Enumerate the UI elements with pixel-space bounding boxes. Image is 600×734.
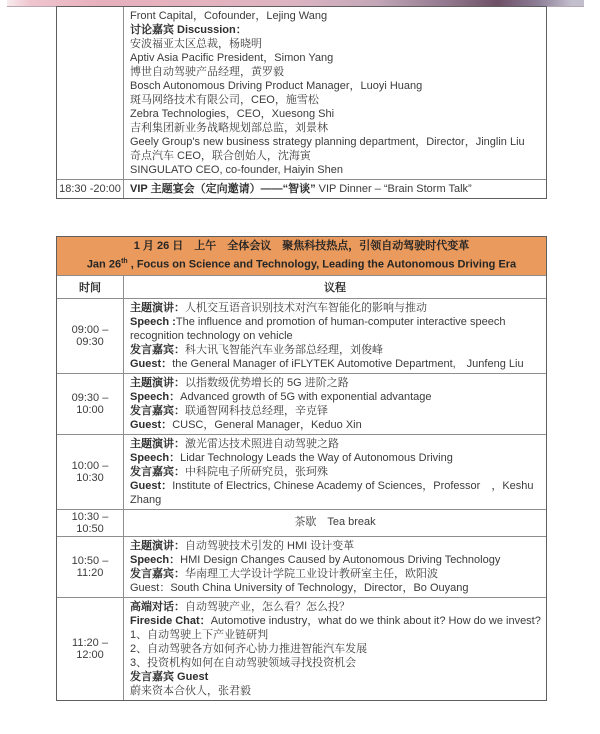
agenda-line: 发言嘉宾：联通智网科技总经理，辛克铎 [130, 404, 328, 417]
session-header [57, 237, 546, 275]
tea-break-row [57, 509, 546, 536]
agenda-cell [124, 299, 546, 373]
time-cell: 09:30 – 10:00 [57, 374, 124, 434]
agenda-cell [124, 435, 546, 509]
agenda-row-1000 [57, 434, 546, 509]
time-cell: 10:50 – 11:20 [57, 537, 124, 597]
agenda-line: 蔚来资本合伙人，张君毅 [130, 684, 251, 697]
discussion-panel-row [57, 7, 546, 179]
agenda-cell [124, 537, 546, 597]
agenda-cell [124, 180, 546, 198]
agenda-line: 1、自动驾驶上下产业链研判 [130, 628, 269, 641]
agenda-row-1050 [57, 536, 546, 597]
agenda-line: Guest：Institute of Electrics, Chinese Academy of Sciences，Professor ，Keshu Zhang [130, 479, 534, 506]
time-cell: 09:00 – 09:30 [57, 299, 124, 373]
agenda-line: Bosch Autonomous Driving Product Manager，Luoyi Huang [130, 80, 423, 92]
agenda-line: SINGULATO CEO, co-founder, Haiyin Shen [130, 164, 343, 176]
agenda-line: Speech :The influence and promotion of human-computer interactive speech recognition technology on vehicle [130, 315, 506, 342]
session-title-en: Jan 26th , Focus on Science and Technology, Leading the Autonomous Driving Era [86, 258, 517, 271]
agenda-line: 发言嘉宾：中科院电子所研究员，张珂殊 [130, 465, 328, 478]
agenda-line: 安波福亚太区总裁，杨晓明 [130, 38, 262, 50]
time-cell [57, 7, 124, 179]
agenda-line: Geely Group's new business strategy planning department，Director，Jinglin Liu [130, 136, 525, 148]
agenda-line: Speech：HMI Design Changes Caused by Autonomous Driving Technology [130, 553, 501, 566]
panel-discussion-table [56, 6, 547, 199]
vip-dinner-row [57, 179, 546, 198]
agenda-line: 博世自动驾驶产品经理，黄罗毅 [130, 66, 284, 78]
agenda-line: Aptiv Asia Pacific President，Simon Yang [130, 52, 334, 64]
agenda-row-0930 [57, 373, 546, 434]
agenda-row-1120 [57, 597, 546, 700]
time-column-header: 时间 [57, 276, 124, 298]
agenda-line: Front Capital，Cofounder，Lejing Wang [130, 10, 328, 22]
agenda-line: Fireside Chat：Automotive industry，what do we think about it? How do we invest? [130, 614, 541, 627]
agenda-row-0900 [57, 298, 546, 373]
agenda-line: 主题演讲：以指数级优势增长的 5G 进阶之路 [130, 376, 349, 389]
agenda-line: 奇点汽车 CEO，联合创始人，沈海寅 [130, 150, 311, 162]
tea-break-label: 茶歇 Tea break [294, 515, 376, 528]
time-cell: 18:30 -20:00 [57, 180, 124, 198]
agenda-line: 斑马网络技术有限公司，CEO，施雪松 [130, 94, 319, 106]
agenda-line: Guest：CUSC，General Manager，Keduo Xin [130, 418, 362, 431]
agenda-line: Speech：Lidar Technology Leads the Way of Autonomous Driving [130, 451, 453, 464]
time-cell: 11:20 – 12:00 [57, 598, 124, 700]
time-cell: 10:30 – 10:50 [57, 510, 124, 536]
agenda-line: 主题演讲：自动驾驶技术引发的 HMI 设计变革 [130, 539, 355, 552]
agenda-line: 发言嘉宾 Guest [130, 670, 209, 683]
agenda-line: 3、投资机构如何在自动驾驶领域寻找投资机会 [130, 656, 357, 669]
agenda-line: 主题演讲：人机交互语音识别技术对汽车智能化的影响与推动 [130, 301, 427, 314]
agenda-cell [124, 598, 546, 700]
column-header-row [57, 275, 546, 298]
agenda-line: Guest：South China University of Technology，Director，Bo Ouyang [130, 581, 469, 594]
agenda-line: 讨论嘉宾 Discussion： [130, 24, 247, 36]
agenda-line: Zebra Technologies，CEO，Xuesong Shi [130, 108, 335, 120]
agenda-column-header: 议程 [324, 281, 346, 294]
agenda-cell [124, 7, 546, 179]
day2-morning-agenda-table [56, 236, 547, 701]
agenda-line: Speech：Advanced growth of 5G with exponential advantage [130, 390, 432, 403]
agenda-cell [124, 374, 546, 434]
agenda-line: Guest：the General Manager of iFLYTEK Automotive Department, Junfeng Liu [130, 357, 524, 370]
agenda-line: 吉利集团新业务战略规划部总监，刘景林 [130, 122, 328, 134]
agenda-line: 主题演讲：激光雷达技术照进自动驾驶之路 [130, 437, 339, 450]
time-cell: 10:00 – 10:30 [57, 435, 124, 509]
vip-dinner-line: VIP 主题宴会（定向邀请）——“智谈” VIP Dinner – “Brain Storm Talk” [130, 183, 472, 195]
agenda-line: 高端对话：自动驾驶产业，怎么看？怎么投？ [130, 600, 350, 613]
agenda-line: 2、自动驾驶各方如何齐心协力推进智能汽车发展 [130, 642, 368, 655]
agenda-line: 发言嘉宾：华南理工大学设计学院工业设计教研室主任，欧阳波 [130, 567, 438, 580]
session-title-cn: 1 月 26 日 上午 全体会议 聚焦科技热点，引领自动驾驶时代变革 [133, 240, 470, 252]
agenda-line: 发言嘉宾：科大讯飞智能汽车业务部总经理，刘俊峰 [130, 343, 383, 356]
